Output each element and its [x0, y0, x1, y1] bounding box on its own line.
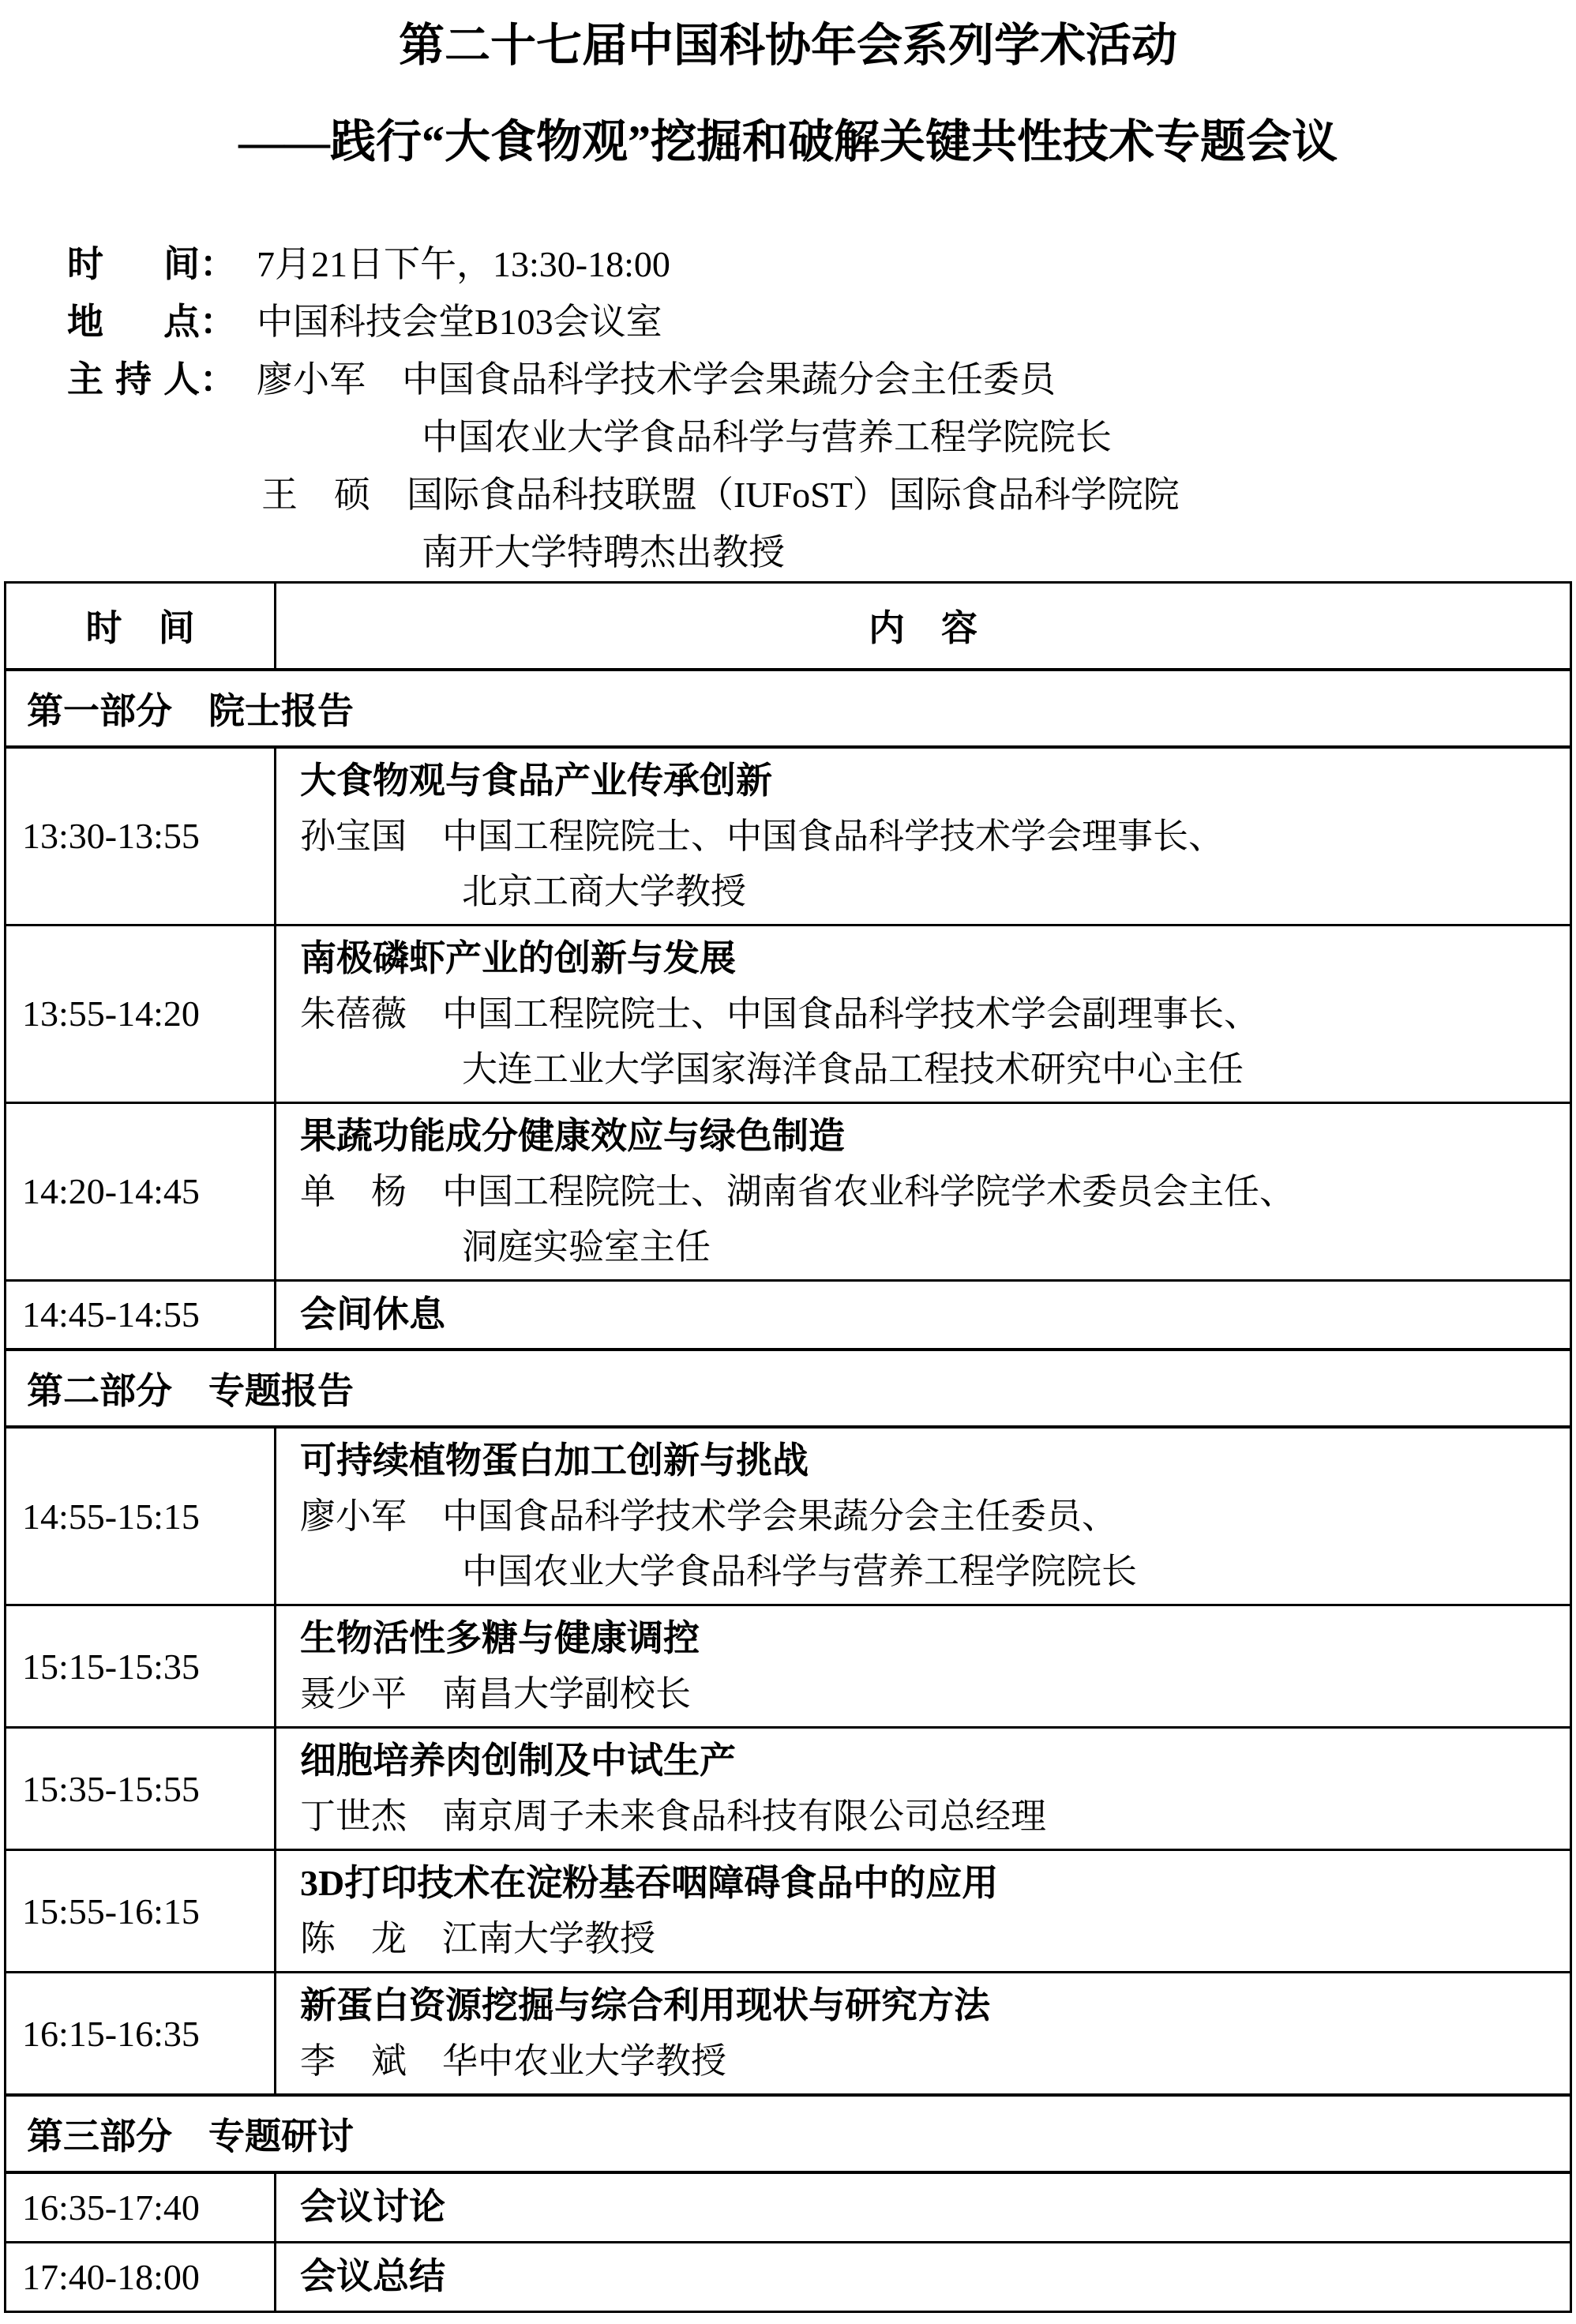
talk-title: 大食物观与食品产业传承创新	[300, 760, 772, 801]
content-cell: 会议总结	[276, 2242, 1571, 2311]
time-cell: 16:35-17:40	[6, 2172, 276, 2242]
host-line	[67, 351, 1576, 408]
section-cell: 第二部分 专题报告	[6, 1350, 1571, 1427]
content-cell	[276, 1102, 1571, 1280]
table-header-row	[6, 583, 1571, 670]
talk-row	[6, 1973, 1571, 2096]
time-cell: 14:45-14:55	[6, 1280, 276, 1350]
talk-title: 可持续植物蛋白加工创新与挑战	[300, 1440, 809, 1481]
talk-speaker: 聂少平 南昌大学副校长	[300, 1674, 692, 1714]
talk-speaker-cont: 洞庭实验室主任	[462, 1226, 711, 1267]
section-row	[6, 670, 1571, 747]
time-cell: 14:20-14:45	[6, 1102, 276, 1280]
section-cell: 第一部分 院士报告	[6, 670, 1571, 747]
time-cell: 15:55-16:15	[6, 1850, 276, 1973]
header-content-cell: 内 容	[276, 583, 1571, 670]
venue-label: 地 点	[67, 302, 200, 342]
talk-title: 新蛋白资源挖掘与综合利用现状与研究方法	[300, 1985, 990, 2026]
content-cell	[276, 925, 1571, 1102]
talk-row	[6, 1102, 1571, 1280]
host-line: 王 硕 国际食品科技联盟（IUFoST）国际食品科学院院	[261, 475, 1180, 515]
time-cell: 15:35-15:55	[6, 1728, 276, 1850]
hosts-colon: ：	[200, 359, 236, 400]
talk-row	[6, 1850, 1571, 1973]
hosts-block	[67, 351, 1576, 581]
talk-title: 生物活性多糖与健康调控	[300, 1618, 700, 1658]
time-colon: ：	[200, 244, 236, 284]
time-cell: 16:15-16:35	[6, 1973, 276, 2096]
host-line: 南开大学特聘杰出教授	[422, 532, 785, 573]
talk-speaker-cont: 大连工业大学国家海洋食品工程技术研究中心主任	[462, 1049, 1244, 1089]
venue-line	[67, 293, 1576, 351]
host-name-title: 廖小军 中国食品科学技术学会果蔬分会主任委员	[257, 359, 1056, 400]
content-cell	[276, 1973, 1571, 2096]
time-cell: 13:30-13:55	[6, 747, 276, 925]
talk-row	[6, 747, 1571, 925]
venue-value: 中国科技会堂B103会议室	[257, 302, 662, 342]
content-cell	[276, 1728, 1571, 1850]
section-cell: 第三部分 专题研讨	[6, 2095, 1571, 2172]
content-cell: 会间休息	[276, 1280, 1571, 1350]
content-cell	[276, 1427, 1571, 1605]
hosts-label: 主持人	[67, 359, 200, 400]
time-value: 7月21日下午，13:30-18:00	[257, 244, 670, 284]
break-row	[6, 2242, 1571, 2311]
talk-speaker-cont: 北京工商大学教授	[462, 871, 747, 911]
time-cell: 15:15-15:35	[6, 1605, 276, 1728]
talk-speaker: 陈 龙 江南大学教授	[300, 1919, 656, 1958]
talk-title: 果蔬功能成分健康效应与绿色制造	[300, 1115, 845, 1156]
content-cell	[276, 1605, 1571, 1728]
break-row	[6, 2172, 1571, 2242]
time-cell: 17:40-18:00	[6, 2242, 276, 2311]
talk-title: 细胞培养肉创制及中试生产	[300, 1740, 736, 1781]
content-cell: 会议讨论	[276, 2172, 1571, 2242]
talk-speaker: 廖小军 中国食品科学技术学会果蔬分会主任委员、	[300, 1496, 1118, 1536]
time-cell: 13:55-14:20	[6, 925, 276, 1102]
talk-row	[6, 1427, 1571, 1605]
venue-colon: ：	[200, 302, 236, 342]
meeting-info	[0, 235, 1576, 581]
section-row	[6, 2095, 1571, 2172]
talk-title: 南极磷虾产业的创新与发展	[300, 937, 736, 978]
page-title: 第二十七届中国科协年会系列学术活动	[398, 20, 1177, 71]
talk-speaker: 李 斌 华中农业大学教授	[300, 2041, 727, 2081]
content-cell	[276, 747, 1571, 925]
talk-row	[6, 1605, 1571, 1728]
schedule-table	[4, 581, 1572, 2313]
time-label: 时 间	[67, 244, 200, 284]
talk-title: 3D打印技术在淀粉基吞咽障碍食品中的应用	[300, 1863, 999, 1903]
talk-speaker: 单 杨 中国工程院院士、湖南省农业科学院学术委员会主任、	[300, 1171, 1296, 1211]
host-line: 中国农业大学食品科学与营养工程学院院长	[422, 417, 1112, 457]
header-time-cell: 时 间	[6, 583, 276, 670]
time-line	[67, 235, 1576, 293]
talk-speaker: 朱蓓薇 中国工程院院士、中国食品科学技术学会副理事长、	[300, 993, 1260, 1034]
talk-speaker: 孙宝国 中国工程院院士、中国食品科学技术学会理事长、	[300, 816, 1225, 856]
talk-speaker-cont: 中国农业大学食品科学与营养工程学院院长	[462, 1552, 1138, 1591]
talk-speaker: 丁世杰 南京周子未来食品科技有限公司总经理	[300, 1797, 1047, 1836]
section-row	[6, 1350, 1571, 1427]
talk-row	[6, 925, 1571, 1102]
talk-row	[6, 1728, 1571, 1850]
page-subtitle: ——践行“大食物观”挖掘和破解关键共性技术专题会议	[238, 116, 1338, 167]
break-row	[6, 1280, 1571, 1350]
content-cell	[276, 1850, 1571, 1973]
time-cell: 14:55-15:15	[6, 1427, 276, 1605]
